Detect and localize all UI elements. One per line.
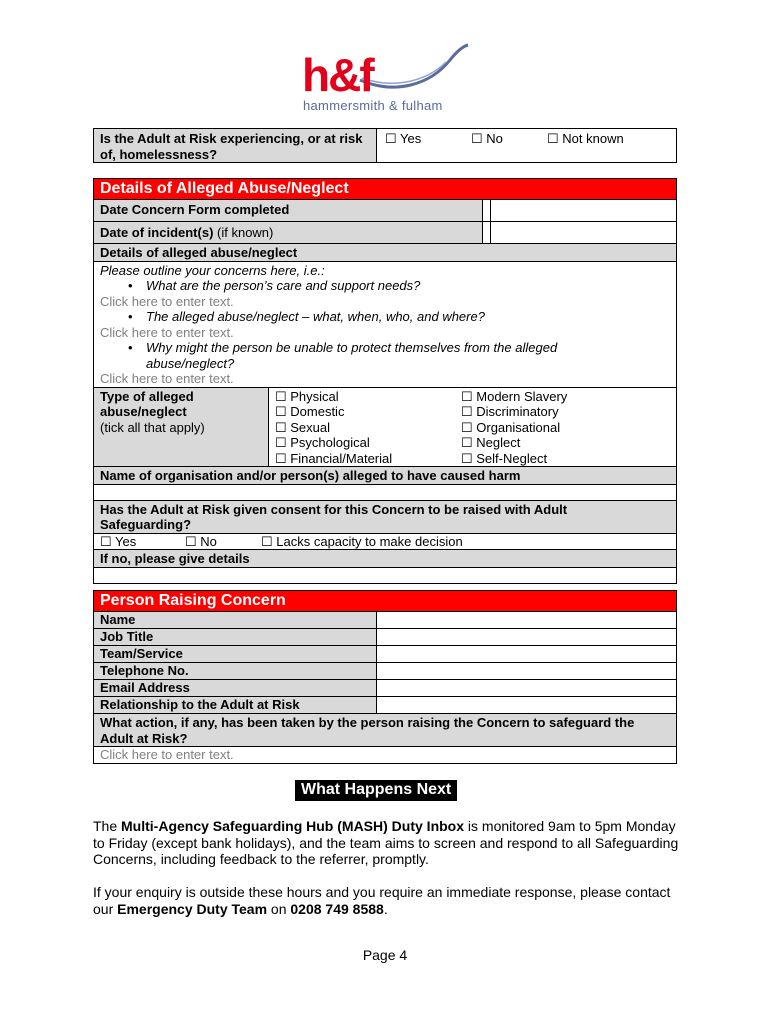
ifno-input[interactable] bbox=[94, 567, 677, 583]
page-number: Page 4 bbox=[362, 947, 408, 963]
emergency-text-a: If your enquiry is outside these hours and you require an immediate response, please contact our bbox=[93, 884, 671, 917]
question-unable-protect: • Why might the person be unable to protect themselves from the alleged abuse/neglect? bbox=[100, 340, 670, 371]
field-jobtitle-input[interactable] bbox=[377, 629, 677, 646]
homeless-no-checkbox[interactable]: ☐ No bbox=[471, 131, 503, 146]
type-label: Type of alleged abuse/neglect bbox=[100, 388, 194, 419]
field-name-input[interactable] bbox=[377, 612, 677, 629]
consent-options bbox=[94, 533, 677, 550]
emergency-text-e: . bbox=[383, 900, 388, 917]
type-column-2 bbox=[461, 389, 567, 467]
field-relationship-label: Relationship to the Adult at Risk bbox=[94, 697, 377, 714]
type-sexual-checkbox[interactable]: ☐ Sexual bbox=[275, 419, 331, 435]
type-options bbox=[269, 387, 677, 467]
unable-protect-input[interactable]: Click here to enter text. bbox=[100, 371, 234, 386]
emergency-paragraph bbox=[93, 884, 683, 917]
type-column-1 bbox=[275, 389, 461, 467]
ifno-label: If no, please give details bbox=[94, 550, 677, 568]
date-incident-hint: (if known) bbox=[213, 225, 274, 240]
mash-text-a: The bbox=[93, 818, 122, 834]
type-psychological-checkbox[interactable]: ☐ Psychological bbox=[275, 435, 370, 450]
consent-lacks-capacity-checkbox[interactable]: ☐ Lacks capacity to make decision bbox=[261, 533, 463, 549]
type-self-neglect-checkbox[interactable]: ☐ Self-Neglect bbox=[461, 450, 548, 466]
date-form-input[interactable] bbox=[491, 200, 677, 222]
consent-label: Has the Adult at Risk given consent for this Concern to be raised with Adult Safeguarding? bbox=[94, 500, 677, 533]
outline-intro: Please outline your concerns here, i.e.: bbox=[100, 262, 325, 278]
logo-mark: h&f bbox=[302, 49, 373, 101]
homeless-options bbox=[377, 129, 677, 163]
action-label: What action, if any, has been taken by the person raising the Concern to safeguard the Adult at Risk? bbox=[94, 714, 677, 747]
consent-no-checkbox[interactable]: ☐ No bbox=[185, 533, 217, 549]
abuse-header: Details of Alleged Abuse/Neglect bbox=[94, 179, 677, 200]
type-financial-checkbox[interactable]: ☐ Financial/Material bbox=[275, 450, 393, 466]
mash-text-c: is monitored 9am to 5pm Monday to Friday (except bank holidays), and the team aims to screen and respond to all Safeguarding Concerns, including feedback to the referrer, promptly. bbox=[93, 818, 679, 867]
date-incident-label-text: Date of incident(s) bbox=[100, 225, 214, 240]
mash-paragraph bbox=[93, 818, 683, 868]
emergency-phone: 0208 749 8588 bbox=[290, 900, 384, 917]
date-form-label: Date Concern Form completed bbox=[94, 200, 483, 222]
field-email-label: Email Address bbox=[94, 680, 377, 697]
homeless-yes-checkbox[interactable]: ☐ Yes bbox=[385, 131, 422, 146]
person-table bbox=[93, 590, 677, 764]
type-neglect-checkbox[interactable]: ☐ Neglect bbox=[461, 435, 521, 450]
type-discriminatory-checkbox[interactable]: ☐ Discriminatory bbox=[461, 404, 559, 419]
field-name-label: Name bbox=[94, 612, 377, 629]
field-team-input[interactable] bbox=[377, 646, 677, 663]
type-physical-checkbox[interactable]: ☐ Physical bbox=[275, 388, 339, 404]
what-when-input[interactable]: Click here to enter text. bbox=[100, 324, 234, 340]
field-jobtitle-label: Job Title bbox=[94, 629, 377, 646]
org-input[interactable] bbox=[94, 484, 677, 500]
field-team-label: Team/Service bbox=[94, 646, 377, 663]
org-label: Name of organisation and/or person(s) alleged to have caused harm bbox=[94, 467, 677, 485]
type-organisational-checkbox[interactable]: ☐ Organisational bbox=[461, 419, 561, 435]
field-relationship-input[interactable] bbox=[377, 697, 677, 714]
field-telephone-label: Telephone No. bbox=[94, 663, 377, 680]
logo-subtitle: hammersmith & fulham bbox=[303, 98, 443, 113]
person-header: Person Raising Concern bbox=[94, 591, 677, 612]
type-label-cell bbox=[94, 387, 269, 467]
emergency-text-b: Emergency Duty Team bbox=[117, 900, 268, 917]
care-needs-input[interactable]: Click here to enter text. bbox=[100, 293, 234, 309]
date-incident-input[interactable] bbox=[491, 222, 677, 244]
question-what-when: • The alleged abuse/neglect – what, when, who, and where? bbox=[100, 309, 670, 325]
type-domestic-checkbox[interactable]: ☐ Domestic bbox=[275, 404, 345, 419]
question-care-needs: • What are the person’s care and support needs? bbox=[100, 278, 670, 294]
field-email-input[interactable] bbox=[377, 680, 677, 697]
date-incident-label bbox=[94, 222, 483, 244]
consent-yes-checkbox[interactable]: ☐ Yes bbox=[100, 533, 137, 549]
homeless-table bbox=[93, 128, 677, 163]
homeless-notknown-checkbox[interactable]: ☐ Not known bbox=[547, 131, 624, 146]
field-telephone-input[interactable] bbox=[377, 663, 677, 680]
abuse-table bbox=[93, 178, 677, 584]
council-logo bbox=[300, 40, 480, 120]
details-area bbox=[94, 261, 677, 387]
date-incident-spacer bbox=[483, 222, 491, 244]
details-label: Details of alleged abuse/neglect bbox=[94, 244, 677, 262]
action-input[interactable]: Click here to enter text. bbox=[94, 747, 677, 764]
date-form-spacer bbox=[483, 200, 491, 222]
emergency-text-c: on bbox=[267, 900, 291, 917]
type-modern-slavery-checkbox[interactable]: ☐ Modern Slavery bbox=[461, 388, 568, 404]
type-hint: (tick all that apply) bbox=[100, 419, 205, 435]
what-happens-next-title: What Happens Next bbox=[295, 780, 457, 801]
homeless-question: Is the Adult at Risk experiencing, or at risk of, homelessness? bbox=[94, 129, 377, 163]
mash-text-b: Multi-Agency Safeguarding Hub (MASH) Duty Inbox bbox=[121, 818, 465, 834]
